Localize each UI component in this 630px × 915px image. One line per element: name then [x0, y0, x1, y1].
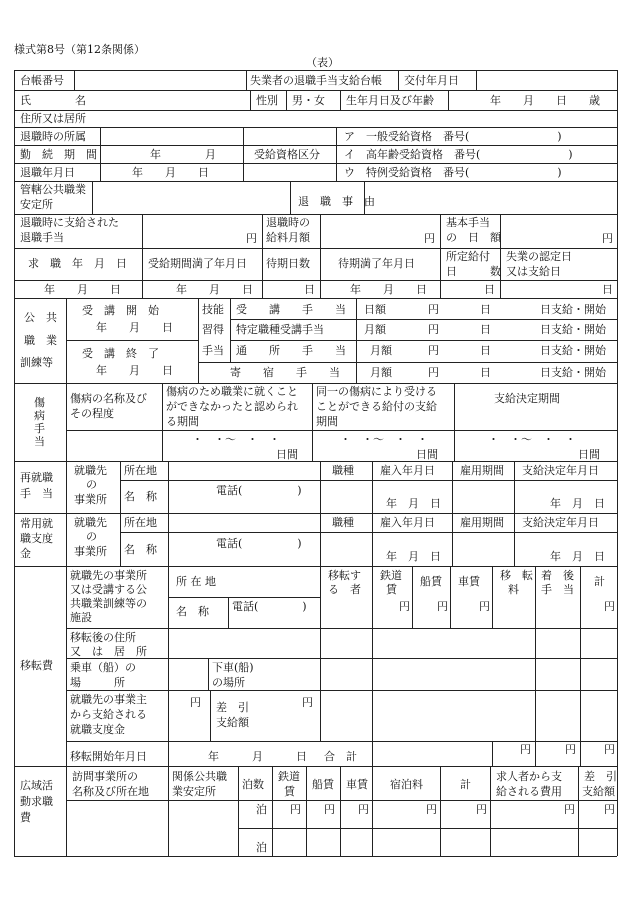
rail-fare-header-2: 賃 [386, 583, 397, 596]
allowance-row-2: 特定職種受講手当 [236, 323, 324, 336]
sick-decision-header: 支給決定期間 [494, 392, 560, 405]
yen-unit: 円 [426, 803, 437, 816]
sick-label-2: 病 [34, 409, 45, 422]
movers-header-1: 移転す [328, 569, 361, 582]
deduction-label-2: 支給額 [216, 716, 249, 729]
sick-benefit-header-3: 期間 [316, 415, 338, 428]
yen-unit: 円 [324, 803, 335, 816]
day-unit: 日 [602, 283, 613, 296]
days-unit: 日間 [276, 448, 298, 461]
employer-label-3: 事業所 [74, 493, 107, 506]
phone-label: 電話( ) [216, 484, 302, 497]
skill-label-2: 習得 [202, 323, 224, 336]
move-fee-header-2: 料 [508, 583, 519, 596]
deduction-header-1: 差 引 [584, 770, 617, 783]
birth-label: 生年月日及び年齢 [346, 94, 434, 107]
yen-unit: 円 [428, 303, 439, 316]
amount-type: 月額 [370, 366, 392, 379]
qual-label: 受給資格区分 [254, 148, 320, 161]
address-label: 住所又は居所 [20, 112, 86, 125]
monthly-pay-label-1: 退職時の [266, 216, 310, 229]
rail-fare-header-1: 鉄道 [380, 569, 402, 582]
period-end-header: 受給期間満了年月日 [148, 257, 247, 270]
training-label-3: 訓練等 [20, 356, 53, 369]
arrival-allowance-header-1: 着 後 [541, 569, 574, 582]
employer-label-2: の [86, 478, 97, 491]
amount-type: 月額 [370, 344, 392, 357]
yen-unit: 円 [246, 232, 257, 245]
move-label: 移転費 [20, 659, 53, 672]
sick-name-header-1: 傷病の名称及び [70, 392, 147, 405]
day-unit: 日 [480, 366, 491, 379]
employer-label-2: の [86, 530, 97, 543]
yen-unit: 円 [428, 344, 439, 357]
employment-period-label: 雇用期間 [460, 516, 504, 529]
pay-start-label: 日支給・開始 [540, 366, 606, 379]
hire-ymd: 年 月 日 [386, 497, 441, 510]
move-start-label: 移転開始年月日 [70, 750, 147, 763]
training-label-1: 公 共 [24, 311, 57, 324]
day-unit: 日 [484, 283, 495, 296]
destination-label-3: 共職業訓練等の [70, 597, 147, 610]
regular-label-1: 常用就 [20, 517, 53, 530]
service-value: 年 月 [150, 148, 216, 161]
yen-unit: 円 [476, 803, 487, 816]
company-name-label: 名 称 [124, 490, 157, 503]
yen-unit: 円 [399, 600, 410, 613]
recruiter-cost-header-1: 求人者から支 [496, 770, 562, 783]
qual-item-a: ア 一般受給資格 番号( ) [344, 130, 562, 143]
yen-unit: 円 [479, 600, 490, 613]
pay-start-label: 日支給・開始 [540, 344, 606, 357]
issue-date-label: 交付年月日 [404, 74, 459, 87]
sick-benefit-header-2: ことができる給付の支給 [316, 400, 437, 413]
rail-fare-header-1: 鉄道 [278, 770, 300, 783]
pay-decision-date-label: 支給決定年月日 [522, 464, 599, 477]
total-header: 計 [594, 575, 605, 588]
reemploy-label-2: 手 当 [20, 487, 53, 500]
pay-decision-ymd: 年 月 日 [550, 550, 605, 563]
yen-unit: 円 [428, 323, 439, 336]
destination-label-1: 就職先の事業所 [70, 569, 147, 582]
recruiter-cost-header-2: 給される費用 [496, 785, 562, 798]
arrival-allowance-header-2: 手 当 [541, 583, 574, 596]
sick-period-header-2: ができなかったと認められ [166, 400, 298, 413]
training-start-ymd: 年 月 日 [96, 321, 173, 334]
regular-label-2: 職支度 [20, 532, 53, 545]
reemploy-label-1: 再就職 [20, 471, 53, 484]
yen-unit: 円 [428, 366, 439, 379]
boarding-label-2: 場 所 [70, 676, 125, 689]
alighting-label-2: の場所 [212, 676, 245, 689]
ship-fare-header: 船賃 [420, 575, 442, 588]
yen-unit: 円 [437, 600, 448, 613]
skill-label-3: 手当 [202, 344, 224, 357]
location-label: 所在地 [124, 516, 157, 529]
lodging-header: 宿泊料 [390, 778, 423, 791]
day-unit: 日 [480, 323, 491, 336]
new-address-label-2: 又 は 居 所 [70, 645, 147, 658]
allowance-row-3: 通 所 手 当 [236, 344, 346, 357]
phone-label: 電話( ) [232, 600, 307, 613]
employer-label-1: 就職先 [74, 464, 107, 477]
name-label: 氏 名 [20, 94, 86, 107]
skill-label-1: 技能 [202, 303, 224, 316]
sex-label: 性別 [256, 94, 278, 107]
location-label: 所 在 地 [176, 575, 216, 588]
yen-unit: 円 [564, 803, 575, 816]
employment-period-label: 雇用期間 [460, 464, 504, 477]
move-fee-header-1: 移 転 [500, 569, 533, 582]
base-allowance-label-1: 基本手当 [446, 216, 490, 229]
sick-range: ・ ・〜 ・ ・ [488, 433, 576, 446]
total-header: 計 [460, 778, 471, 791]
cert-day-header-1: 失業の認定日 [506, 250, 572, 263]
yen-unit: 円 [424, 232, 435, 245]
day-unit: 日 [480, 344, 491, 357]
sick-period-header-3: る期間 [166, 415, 199, 428]
visit-office-header-2: 名称及び所在地 [72, 785, 149, 798]
ledger-no-label: 台帳番号 [20, 74, 64, 87]
waiting-days-header: 待期日数 [266, 257, 310, 270]
movers-header-2: る 者 [328, 583, 361, 596]
wide-label-1: 広域活 [20, 779, 53, 792]
benefit-days-header-1: 所定給付 [446, 250, 490, 263]
hire-date-label: 雇入年月日 [380, 464, 435, 477]
sick-label-3: 手 [34, 422, 45, 435]
sick-name-header-2: その程度 [70, 407, 114, 420]
move-start-ymd: 年 月 日 [208, 750, 307, 763]
waiting-end-ymd: 年 月 日 [350, 283, 427, 296]
jobseek-ymd: 年 月 日 [44, 283, 121, 296]
office-label-1: 管轄公共職業 [20, 183, 86, 196]
amount-type: 月額 [364, 323, 386, 336]
benefit-days-header-2: 日 数 [446, 265, 501, 278]
ledger-title: 失業者の退職手当支給台帳 [250, 74, 382, 87]
yen-unit: 円 [602, 232, 613, 245]
wide-label-3: 費 [20, 811, 31, 824]
office-label-2: 安定所 [20, 198, 53, 211]
destination-label-4: 施設 [70, 611, 92, 624]
allowance-row-1: 受 講 手 当 [236, 303, 346, 316]
company-name-label: 名 称 [176, 605, 209, 618]
sum-label: 合 計 [324, 750, 357, 763]
nights-unit: 泊 [256, 803, 267, 816]
side-label: （表） [306, 56, 339, 69]
yen-unit: 円 [604, 743, 615, 756]
reason-label: 退 職 事 由 [298, 195, 375, 208]
job-type-label: 職種 [332, 464, 354, 477]
cert-day-header-2: 又は支給日 [506, 265, 561, 278]
training-end-ymd: 年 月 日 [96, 364, 173, 377]
days-unit: 日間 [416, 448, 438, 461]
wide-label-2: 動求職 [20, 795, 53, 808]
deduction-label-1: 差 引 [216, 701, 249, 714]
visit-office-header-1: 訪問事業所の [72, 770, 138, 783]
yen-unit: 円 [302, 696, 313, 709]
hire-date-label: 雇入年月日 [380, 516, 435, 529]
training-start-label: 受 講 開 始 [82, 304, 159, 317]
new-address-label-1: 移転後の住所 [70, 631, 136, 644]
related-office-header-2: 業安定所 [172, 785, 216, 798]
nights-header: 泊数 [242, 778, 264, 791]
retire-date-value: 年 月 日 [132, 166, 209, 179]
pay-decision-ymd: 年 月 日 [550, 497, 605, 510]
alighting-label-1: 下車(船) [212, 661, 254, 674]
yen-unit: 円 [520, 743, 531, 756]
yen-unit: 円 [358, 803, 369, 816]
company-name-label: 名 称 [124, 543, 157, 556]
regular-label-3: 金 [20, 547, 31, 560]
yen-unit: 円 [190, 696, 201, 709]
employer-payment-label-3: 就職支度金 [70, 723, 125, 736]
retire-allowance-label-1: 退職時に支給された [20, 216, 119, 229]
hire-ymd: 年 月 日 [386, 550, 441, 563]
sick-range: ・ ・〜 ・ ・ [192, 433, 280, 446]
yen-unit: 円 [604, 600, 615, 613]
pay-start-label: 日支給・開始 [540, 323, 606, 336]
day-unit: 日 [304, 283, 315, 296]
phone-label: 電話( ) [216, 537, 302, 550]
rail-fare-header-2: 賃 [284, 785, 295, 798]
birth-ymd-age: 年 月 日 歳 [490, 94, 600, 107]
sick-label-4: 当 [34, 435, 45, 448]
sick-benefit-header-1: 同一の傷病により受ける [316, 385, 437, 398]
job-type-label: 職種 [332, 516, 354, 529]
car-fare-header: 車賃 [346, 778, 368, 791]
days-unit: 日間 [578, 448, 600, 461]
jobseek-date-header: 求 職 年 月 日 [28, 257, 127, 270]
qual-item-i: イ 高年齢受給資格 番号( ) [344, 148, 573, 161]
sick-label-1: 傷 [34, 396, 45, 409]
car-fare-header: 車賃 [458, 575, 480, 588]
boarding-label-1: 乗車（船）の [70, 661, 136, 674]
employer-label-1: 就職先 [74, 516, 107, 529]
yen-unit: 円 [604, 803, 615, 816]
employer-payment-label-2: から支給される [70, 708, 147, 721]
deduction-header-2: 支給額 [582, 785, 615, 798]
sick-period-header-1: 傷病のため職業に就くこと [166, 385, 298, 398]
employer-payment-label-1: 就職先の事業主 [70, 693, 147, 706]
nights-unit: 泊 [256, 841, 267, 854]
yen-unit: 円 [565, 743, 576, 756]
sex-value: 男・女 [292, 94, 325, 107]
base-allowance-label-2: の 日 額 [446, 231, 501, 244]
related-office-header-1: 関係公共職 [172, 770, 227, 783]
waiting-end-header: 待期満了年月日 [338, 257, 415, 270]
pay-decision-date-label: 支給決定年月日 [522, 516, 599, 529]
retire-date-label: 退職年月日 [20, 166, 75, 179]
training-end-label: 受 講 終 了 [82, 347, 159, 360]
pay-start-label: 日支給・開始 [540, 303, 606, 316]
employer-label-3: 事業所 [74, 545, 107, 558]
sick-range: ・ ・〜 ・ ・ [340, 433, 428, 446]
retire-allowance-label-2: 退職手当 [20, 231, 64, 244]
monthly-pay-label-2: 給料月額 [266, 231, 310, 244]
day-unit: 日 [480, 303, 491, 316]
allowance-row-4: 寄 宿 手 当 [230, 366, 340, 379]
destination-label-2: 又は受講する公 [70, 583, 147, 596]
training-label-2: 職 業 [24, 334, 57, 347]
amount-type: 日額 [364, 303, 386, 316]
location-label: 所在地 [124, 464, 157, 477]
form-number: 様式第8号（第12条関係） [14, 43, 145, 56]
employer-label: 退職時の所属 [20, 130, 86, 143]
ship-fare-header: 船賃 [312, 778, 334, 791]
period-end-ymd: 年 月 日 [176, 283, 253, 296]
qual-item-u: ウ 特例受給資格 番号( ) [344, 166, 562, 179]
service-label: 勤 続 期 間 [20, 148, 97, 161]
yen-unit: 円 [290, 803, 301, 816]
